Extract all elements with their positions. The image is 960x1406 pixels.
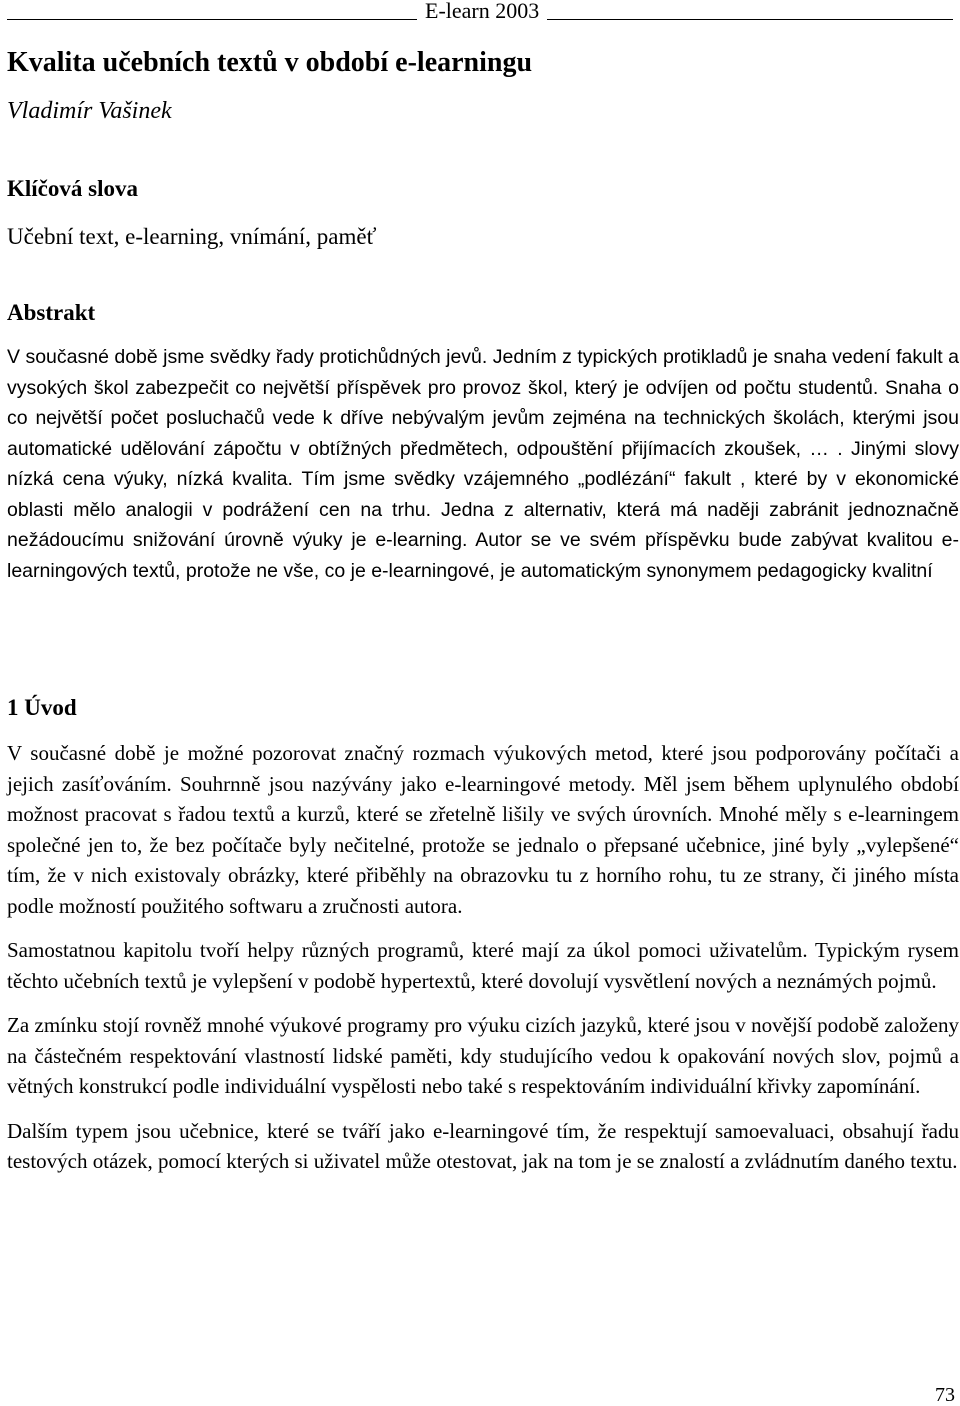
keywords-text: Učební text, e-learning, vnímání, paměť: [7, 224, 377, 249]
author-name: Vladimír Vašinek: [7, 98, 172, 124]
section-heading-intro: 1 Úvod: [7, 695, 77, 720]
abstract-heading: Abstrakt: [7, 300, 96, 325]
keywords-heading: Klíčová slova: [7, 176, 138, 201]
body-paragraph: Za zmínku stojí rovněž mnohé výukové programy pro výuku cizích jazyků, které jsou v novější podobě založeny na částečném respektování vlastností lidské paměti, kdy studujícího vedou k opakování nových slov, pojmů a větných konstrukcí podle individuální vyspělosti nebo také s respektováním individuální křivky zapomínání.: [7, 1013, 959, 1098]
paper-title: Kvalita učebních textů v období e-learningu: [7, 47, 533, 78]
page-number: 73: [935, 1384, 955, 1406]
body-paragraph: V současné době je možné pozorovat značný rozmach výukových metod, které jsou podporovány počítači a jejich zasíťováním. Souhrnně jsou nazývány jako e-learningové metody. Měl jsem během uplynulého období možnost pracovat s řadou textů a kurzů, které se zřetelně lišily ve svých úrovních. Mnohé měly s e-learningem společné jen to, že bez počítače byly nečitelné, protože se jednalo o přepsané učebnice, jiné byly „vylepšené“ tím, že v nich existovaly obrázky, které přiběhly na obrazovku tu z horního rohu, tu ze strany, či jiného místa podle možností použitého softwaru a zručnosti autora.: [7, 741, 959, 918]
running-head: [7, 0, 953, 26]
body-paragraph: Dalším typem jsou učebnice, které se tváří jako e-learningové tím, že respektují samoevaluaci, obsahují řadu testových otázek, pomocí kterých si uživatel může otestovat, jak na tom je se znalostí a zvládnutím daného textu.: [7, 1118, 959, 1173]
body-paragraph: Samostatnou kapitolu tvoří helpy různých programů, které mají za úkol pomoci uživatelům. Typickým rysem těchto učebních textů je vylepšení v podobě hypertextů, které dovolují vysvětlení nových a neznámých pojmů.: [7, 938, 959, 993]
running-head-text: E-learn 2003: [417, 0, 547, 24]
abstract-text: V současné době jsme svědky řady protichůdných jevů. Jedním z typických protikladů je snaha vedení fakult a vysokých škol zabezpečit co největší příspěvek pro provoz škol, který je odvíjen od počtu studentů. Snaha o co největší počet posluchačů vede k dříve nebývalým jevům zejména na technických školách, kterými jsou automatické udělování zápočtu v obtížných předmětech, odpouštění přijímacích zkoušek, … . Jinými slovy nízká cena výuky, nízká kvalita. Tím jsme svědky vzájemného „podlézání“ fakult , které by v ekonomické oblasti mělo analogii v podrážení cen na trhu. Jedna z alternativ, která má naději zabránit jednoznačně nežádoucímu snižování úrovně výuky je e-learning. Autor se ve svém příspěvku bude zabývat kvalitou e-learningových textů, protože ne vše, co je e-learningové, je automatickým synonymem pedagogicky kvalitní: [7, 346, 959, 582]
section-body: [7, 738, 959, 1191]
